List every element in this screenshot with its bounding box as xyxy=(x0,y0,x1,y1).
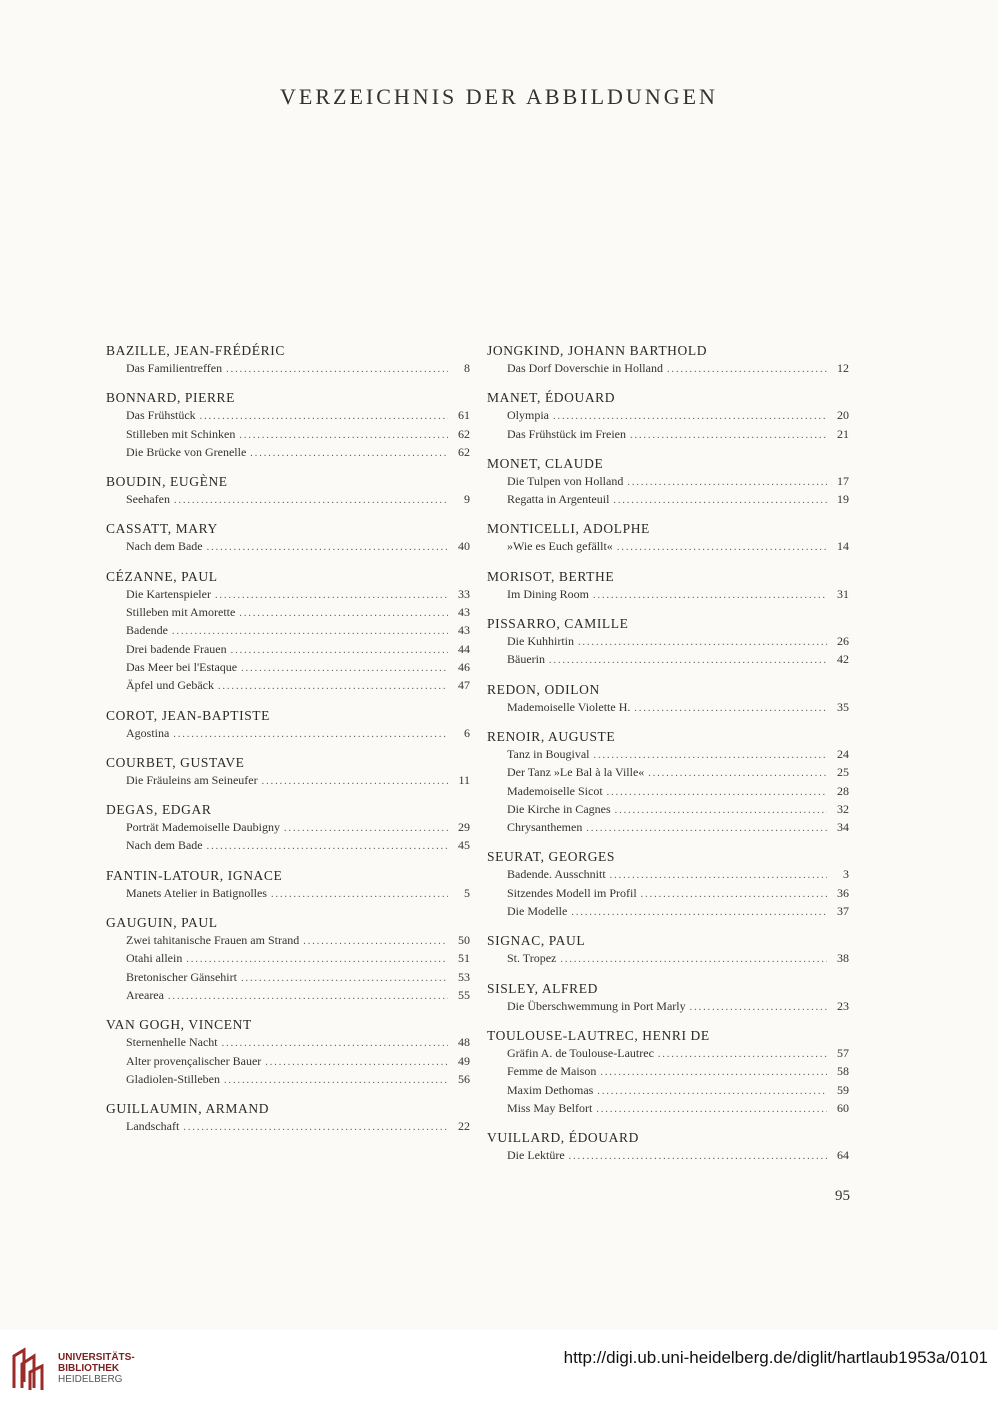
artist-entry xyxy=(106,914,470,1005)
work-row xyxy=(487,1100,849,1118)
dot-leader xyxy=(667,362,827,378)
work-row xyxy=(106,426,470,444)
work-row xyxy=(106,1053,470,1071)
library-name xyxy=(58,1352,135,1385)
work-page-number: 9 xyxy=(464,492,470,507)
work-page-number: 48 xyxy=(458,1035,470,1050)
work-page-number: 43 xyxy=(458,605,470,620)
work-page-number: 62 xyxy=(458,444,470,459)
work-title: Regatta in Argenteuil xyxy=(507,492,610,507)
dot-leader xyxy=(578,635,827,651)
artist-entry xyxy=(106,520,470,556)
work-title: Zwei tahitanische Frauen am Strand xyxy=(126,933,300,948)
artist-entry xyxy=(106,1100,470,1136)
artist-entry xyxy=(487,848,849,921)
artist-entry xyxy=(106,867,470,903)
work-title: Das Dorf Doverschie in Holland xyxy=(507,361,663,375)
work-row xyxy=(487,746,849,764)
work-row xyxy=(106,772,470,790)
artist-name: BOUDIN, EUGÈNE xyxy=(106,474,228,490)
dot-leader xyxy=(265,1055,448,1071)
work-row xyxy=(106,491,470,509)
work-title: Manets Atelier in Batignolles xyxy=(126,885,267,900)
work-row xyxy=(487,950,849,968)
index-column-right xyxy=(487,342,849,1176)
work-row xyxy=(487,491,849,509)
work-page-number: 21 xyxy=(837,426,849,441)
footer-bar xyxy=(0,1330,998,1407)
artist-name: SEURAT, GEORGES xyxy=(487,849,616,865)
work-row xyxy=(106,444,470,462)
work-title: Äpfel und Gebäck xyxy=(126,678,214,693)
artist-entry xyxy=(487,980,849,1016)
artist-name: COROT, JEAN-BAPTISTE xyxy=(106,707,271,723)
work-row xyxy=(487,699,849,717)
artist-name: MONTICELLI, ADOLPHE xyxy=(487,521,650,537)
work-row xyxy=(487,651,849,669)
artist-name: CASSATT, MARY xyxy=(106,521,218,537)
work-row xyxy=(106,1034,470,1052)
work-title: Maxim Dethomas xyxy=(507,1082,594,1097)
work-page-number: 58 xyxy=(837,1064,849,1079)
artist-name: VUILLARD, ÉDOUARD xyxy=(487,1130,639,1146)
work-title: Gräfin A. de Toulouse-Lautrec xyxy=(507,1045,654,1060)
dot-leader xyxy=(207,540,448,556)
work-page-number: 34 xyxy=(837,820,849,835)
work-title: Agostina xyxy=(126,725,170,740)
dot-leader xyxy=(168,989,448,1005)
dot-leader xyxy=(617,540,827,556)
artist-entry xyxy=(106,342,470,378)
artist-entry xyxy=(106,754,470,790)
dot-leader xyxy=(222,1036,448,1052)
dot-leader xyxy=(690,1000,827,1016)
work-row xyxy=(487,538,849,556)
artist-name: TOULOUSE-LAUTREC, HENRI DE xyxy=(487,1027,710,1043)
work-row xyxy=(106,677,470,695)
artist-name: PISSARRO, CAMILLE xyxy=(487,616,629,632)
artist-name: CÉZANNE, PAUL xyxy=(106,568,218,584)
artist-entry xyxy=(487,728,849,837)
work-page-number: 6 xyxy=(464,725,470,740)
work-title: Die Kirche in Cagnes xyxy=(507,801,611,816)
artist-entry xyxy=(487,520,849,556)
work-title: Otahi allein xyxy=(126,951,183,966)
work-row xyxy=(106,1071,470,1089)
dot-leader xyxy=(560,952,827,968)
work-title: Seehafen xyxy=(126,492,170,507)
work-row xyxy=(106,360,470,378)
dot-leader xyxy=(231,643,448,659)
work-row xyxy=(106,586,470,604)
page-title: VERZEICHNIS DER ABBILDUNGEN xyxy=(280,84,718,109)
work-page-number: 26 xyxy=(837,634,849,649)
dot-leader xyxy=(571,905,827,921)
work-page-number: 36 xyxy=(837,885,849,900)
work-page-number: 3 xyxy=(843,867,849,882)
work-row xyxy=(487,473,849,491)
dot-leader xyxy=(186,952,448,968)
work-title: Im Dining Room xyxy=(507,586,590,601)
work-title: Die Tulpen von Holland xyxy=(507,473,624,488)
work-page-number: 33 xyxy=(458,586,470,601)
dot-leader xyxy=(241,971,448,987)
dot-leader xyxy=(641,887,827,903)
dot-leader xyxy=(271,887,448,903)
work-row xyxy=(106,885,470,903)
dot-leader xyxy=(569,1149,827,1165)
work-title: Das Frühstück xyxy=(126,408,196,423)
dot-leader xyxy=(613,493,827,509)
source-url-link[interactable]: http://digi.ub.uni-heidelberg.de/diglit/hartlaub1953a/0101 xyxy=(563,1348,988,1367)
work-row xyxy=(106,604,470,622)
dot-leader xyxy=(597,1084,827,1100)
work-row xyxy=(106,987,470,1005)
artist-name: MORISOT, BERTHE xyxy=(487,568,615,584)
work-page-number: 51 xyxy=(458,951,470,966)
work-title: Bretonischer Gänsehirt xyxy=(126,969,237,984)
artist-name: COURBET, GUSTAVE xyxy=(106,754,245,770)
work-title: Drei badende Frauen xyxy=(126,641,227,656)
dot-leader xyxy=(586,821,827,837)
artist-entry xyxy=(106,707,470,743)
work-title: Gladiolen-Stilleben xyxy=(126,1071,220,1086)
work-page-number: 19 xyxy=(837,492,849,507)
work-page-number: 28 xyxy=(837,783,849,798)
work-row xyxy=(106,622,470,640)
work-title: Nach dem Bade xyxy=(126,539,203,554)
work-page-number: 22 xyxy=(458,1119,470,1134)
artist-entry xyxy=(487,615,849,670)
work-title: Badende xyxy=(126,623,168,638)
dot-leader xyxy=(284,821,448,837)
work-title: Sitzendes Modell im Profil xyxy=(507,885,637,900)
work-title: Die Fräuleins am Seineufer xyxy=(126,772,258,787)
artist-entry xyxy=(106,801,470,856)
work-row xyxy=(106,538,470,556)
work-title: Die Kuhhirtin xyxy=(507,634,574,649)
artist-entry xyxy=(487,568,849,604)
work-row xyxy=(487,407,849,425)
artist-name: DEGAS, EDGAR xyxy=(106,802,212,818)
dot-leader xyxy=(218,679,448,695)
library-name-line-1: UNIVERSITÄTS- xyxy=(58,1352,135,1363)
work-page-number: 35 xyxy=(837,699,849,714)
dot-leader xyxy=(241,661,448,677)
dot-leader xyxy=(593,588,827,604)
work-title: Bäuerin xyxy=(507,652,545,667)
work-row xyxy=(487,819,849,837)
dot-leader xyxy=(239,428,448,444)
artist-name: VAN GOGH, VINCENT xyxy=(106,1017,252,1033)
work-page-number: 29 xyxy=(458,820,470,835)
work-title: Olympia xyxy=(507,408,549,423)
work-row xyxy=(106,1118,470,1136)
work-page-number: 44 xyxy=(458,641,470,656)
artist-name: GAUGUIN, PAUL xyxy=(106,915,218,931)
dot-leader xyxy=(262,774,448,790)
work-title: Porträt Mademoiselle Daubigny xyxy=(126,820,280,835)
artist-name: BAZILLE, JEAN-FRÉDÉRIC xyxy=(106,343,285,358)
work-page-number: 47 xyxy=(458,678,470,693)
work-row xyxy=(487,783,849,801)
artist-entry xyxy=(106,389,470,462)
dot-leader xyxy=(303,934,448,950)
work-row xyxy=(487,998,849,1016)
work-page-number: 40 xyxy=(458,539,470,554)
dot-leader xyxy=(615,803,827,819)
work-row xyxy=(106,819,470,837)
work-page-number: 62 xyxy=(458,426,470,441)
index-column-left xyxy=(106,342,470,1147)
work-row xyxy=(106,837,470,855)
work-row xyxy=(487,1063,849,1081)
work-row xyxy=(106,969,470,987)
work-page-number: 57 xyxy=(837,1045,849,1060)
work-title: Die Lektüre xyxy=(507,1148,565,1163)
work-page-number: 53 xyxy=(458,969,470,984)
work-page-number: 25 xyxy=(837,765,849,780)
work-page-number: 31 xyxy=(837,586,849,601)
artist-name: MONET, CLAUDE xyxy=(487,455,604,471)
work-title: Landschaft xyxy=(126,1119,180,1134)
artist-entry xyxy=(487,342,849,378)
dot-leader xyxy=(173,727,448,743)
artist-name: SIGNAC, PAUL xyxy=(487,933,586,949)
work-title: Alter provençalischer Bauer xyxy=(126,1053,262,1068)
work-title: St. Tropez xyxy=(507,951,557,966)
work-row xyxy=(487,1147,849,1165)
work-page-number: 32 xyxy=(837,801,849,816)
work-page-number: 23 xyxy=(837,998,849,1013)
artist-entry xyxy=(487,389,849,444)
work-title: Der Tanz »Le Bal à la Ville« xyxy=(507,765,645,780)
work-title: Nach dem Bade xyxy=(126,838,203,853)
work-row xyxy=(487,903,849,921)
work-row xyxy=(487,1045,849,1063)
work-row xyxy=(106,932,470,950)
work-title: Femme de Maison xyxy=(507,1064,597,1079)
artist-entry xyxy=(487,681,849,717)
work-title: Die Brücke von Grenelle xyxy=(126,444,247,459)
dot-leader xyxy=(224,1073,448,1089)
dot-leader xyxy=(549,653,827,669)
library-logo-icon xyxy=(8,1344,48,1394)
work-page-number: 59 xyxy=(837,1082,849,1097)
dot-leader xyxy=(607,785,827,801)
work-row xyxy=(106,659,470,677)
artist-name: JONGKIND, JOHANN BARTHOLD xyxy=(487,343,708,358)
dot-leader xyxy=(593,748,827,764)
work-row xyxy=(106,641,470,659)
artist-entry xyxy=(106,473,470,509)
dot-leader xyxy=(172,624,448,640)
work-row xyxy=(487,801,849,819)
work-title: Das Familientreffen xyxy=(126,361,223,375)
work-title: Stilleben mit Schinken xyxy=(126,426,236,441)
library-name-line-3: HEIDELBERG xyxy=(58,1374,123,1385)
work-title: Das Frühstück im Freien xyxy=(507,426,626,441)
work-page-number: 60 xyxy=(837,1100,849,1115)
dot-leader xyxy=(553,409,827,425)
work-row xyxy=(106,407,470,425)
work-title: Die Modelle xyxy=(507,904,568,919)
work-title: Arearea xyxy=(126,987,164,1002)
work-title: Miss May Belfort xyxy=(507,1100,593,1115)
work-title: Stilleben mit Amorette xyxy=(126,605,236,620)
work-page-number: 11 xyxy=(458,772,470,787)
work-page-number: 17 xyxy=(837,473,849,488)
artist-name: MANET, ÉDOUARD xyxy=(487,390,616,406)
dot-leader xyxy=(610,868,827,884)
work-row xyxy=(487,360,849,378)
work-title: Sternenhelle Nacht xyxy=(126,1035,218,1050)
artist-entry xyxy=(487,1027,849,1118)
dot-leader xyxy=(200,409,448,425)
work-page-number: 64 xyxy=(837,1148,849,1163)
work-title: Tanz in Bougival xyxy=(507,746,590,761)
work-row xyxy=(487,764,849,782)
dot-leader xyxy=(596,1102,827,1118)
work-title: Badende. Ausschnitt xyxy=(507,867,606,882)
dot-leader xyxy=(630,428,827,444)
work-title: Die Überschwemmung in Port Marly xyxy=(507,998,686,1013)
dot-leader xyxy=(627,475,827,491)
work-page-number: 42 xyxy=(837,652,849,667)
artist-name: REDON, ODILON xyxy=(487,681,600,697)
artist-entry xyxy=(487,455,849,510)
work-page-number: 8 xyxy=(464,361,470,375)
dot-leader xyxy=(239,606,448,622)
work-page-number: 46 xyxy=(458,659,470,674)
work-title: Chrysanthemen xyxy=(507,820,583,835)
artist-entry xyxy=(487,1129,849,1165)
work-title: Das Meer bei l'Estaque xyxy=(126,659,238,674)
work-row xyxy=(487,633,849,651)
work-title: Mademoiselle Violette H. xyxy=(507,699,631,714)
work-row xyxy=(487,1082,849,1100)
library-name-line-2: BIBLIOTHEK xyxy=(58,1363,120,1374)
artist-name: FANTIN-LATOUR, IGNACE xyxy=(106,867,283,883)
work-page-number: 12 xyxy=(837,361,849,375)
artist-entry xyxy=(487,932,849,968)
dot-leader xyxy=(658,1047,827,1063)
work-row xyxy=(487,885,849,903)
work-page-number: 43 xyxy=(458,623,470,638)
dot-leader xyxy=(250,446,448,462)
dot-leader xyxy=(634,701,827,717)
work-title: »Wie es Euch gefällt« xyxy=(507,539,613,554)
dot-leader xyxy=(215,588,448,604)
work-page-number: 49 xyxy=(458,1053,470,1068)
work-title: Die Kartenspieler xyxy=(126,586,211,601)
dot-leader xyxy=(226,362,448,378)
work-page-number: 37 xyxy=(837,904,849,919)
work-page-number: 50 xyxy=(458,933,470,948)
dot-leader xyxy=(207,839,448,855)
dot-leader xyxy=(174,493,448,509)
work-page-number: 56 xyxy=(458,1071,470,1086)
work-page-number: 61 xyxy=(458,408,470,423)
work-page-number: 14 xyxy=(837,539,849,554)
artist-name: RENOIR, AUGUSTE xyxy=(487,728,616,744)
work-page-number: 20 xyxy=(837,408,849,423)
artist-name: SISLEY, ALFRED xyxy=(487,980,598,996)
dot-leader xyxy=(600,1065,827,1081)
work-row xyxy=(106,725,470,743)
work-page-number: 24 xyxy=(837,746,849,761)
artist-name: GUILLAUMIN, ARMAND xyxy=(106,1101,270,1117)
work-page-number: 45 xyxy=(458,838,470,853)
work-row xyxy=(106,950,470,968)
work-title: Mademoiselle Sicot xyxy=(507,783,603,798)
work-page-number: 55 xyxy=(458,987,470,1002)
page-number: 95 xyxy=(835,1188,850,1204)
artist-entry xyxy=(106,568,470,696)
dot-leader xyxy=(648,766,827,782)
artist-entry xyxy=(106,1016,470,1089)
artist-name: BONNARD, PIERRE xyxy=(106,390,236,406)
work-row xyxy=(487,426,849,444)
work-page-number: 38 xyxy=(837,951,849,966)
dot-leader xyxy=(183,1120,448,1136)
work-row xyxy=(487,586,849,604)
work-page-number: 5 xyxy=(464,885,470,900)
work-row xyxy=(487,866,849,884)
